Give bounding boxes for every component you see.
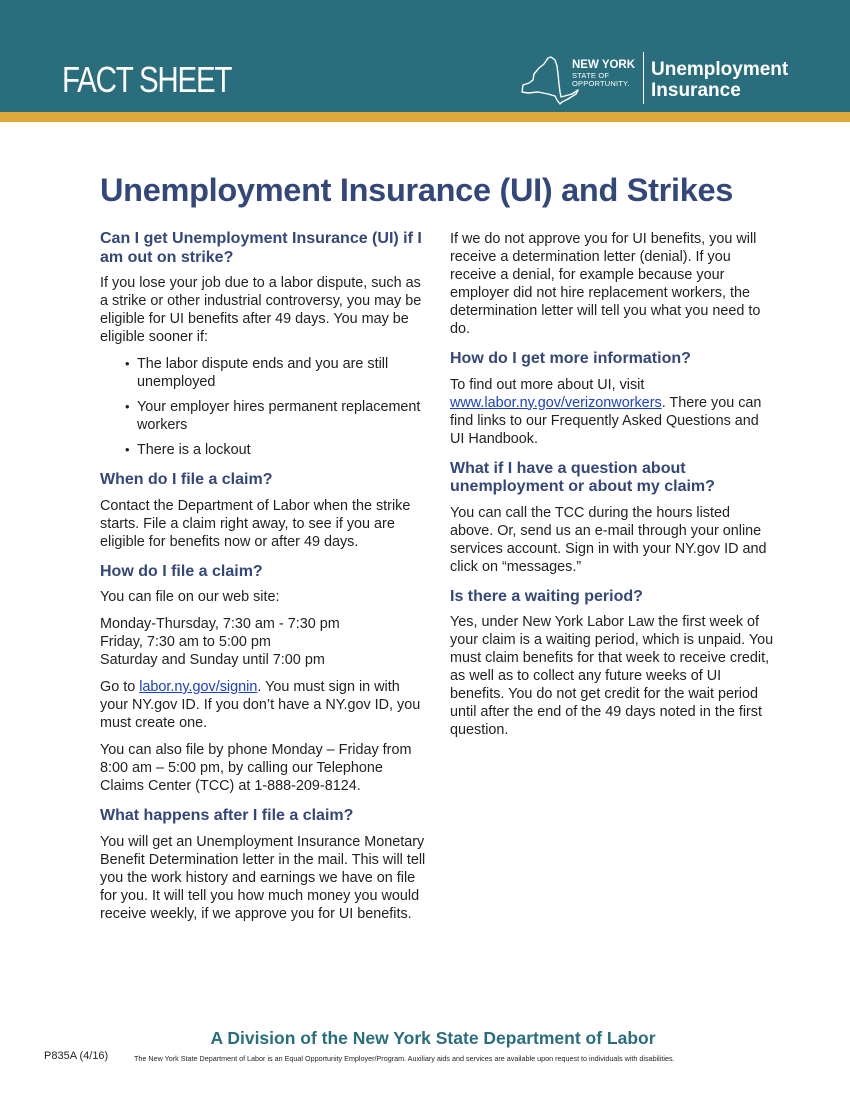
equal-opportunity-notice: The New York State Department of Labor is an Equal Opportunity Employer/Program. Auxiliary aids and services are available upon request to individuals with disabilities.: [134, 1054, 675, 1063]
section-how-to-file: [100, 563, 430, 796]
footer-division-line: A Division of the New York State Department of Labor: [210, 1028, 656, 1048]
program-name-line-1: Unemployment: [651, 59, 789, 80]
program-name-line-2: Insurance: [651, 80, 741, 101]
hours-line: Monday-Thursday, 7:30 am - 7:30 pm: [100, 616, 340, 632]
section-after-filing: [100, 807, 430, 923]
section-body: You can call the TCC during the hours listed above. Or, send us an e-mail through your online services account. Sign in with your NY.gov ID and click on “messages.”: [450, 504, 767, 575]
eligibility-list: [100, 355, 430, 459]
hours-line: Friday, 7:30 am to 5:00 pm: [100, 634, 271, 650]
section-body: You can file on our web site:: [100, 589, 280, 605]
right-column: [450, 230, 776, 751]
text-fragment: Go to: [100, 679, 140, 695]
section-heading: What happens after I file a claim?: [100, 807, 354, 824]
state-name: NEW YORK: [572, 59, 636, 71]
verizon-workers-link[interactable]: www.labor.ny.gov/verizonworkers: [450, 394, 662, 411]
section-denial: [450, 230, 776, 338]
section-body: If we do not approve you for UI benefits, you will receive a determination letter (denial). If you receive a denial, for example because your employer did not hire replacement workers, the determination letter will tell you what you need to do.: [450, 231, 761, 337]
list-item: • The labor dispute ends and you are still unemployed: [137, 355, 430, 391]
list-item: • Your employer hires permanent replacement workers: [137, 398, 430, 434]
page-title: Unemployment Insurance (UI) and Strikes: [100, 172, 734, 208]
section-body: You will get an Unemployment Insurance Monetary Benefit Determination letter in the mail. This will tell you the work history and earnings we have on file for you. It will tell you how much money you would receive weekly, if we approve you for UI benefits.: [100, 833, 426, 922]
section-more-information: [450, 350, 776, 448]
text-fragment: To find out more about UI, visit: [450, 376, 645, 393]
list-item: • There is a lockout: [137, 441, 430, 459]
section-heading: How do I get more information?: [450, 350, 691, 367]
signin-instructions: [100, 678, 430, 732]
section-waiting-period: [450, 588, 776, 740]
form-code: P835A (4/16): [44, 1050, 109, 1062]
section-strike-eligibility: [100, 230, 430, 459]
text-fragment: . You must sign in with your NY.gov ID. If you don’t have a NY.gov ID, you must create one.: [100, 679, 421, 731]
section-heading: How do I file a claim?: [100, 562, 263, 580]
phone-filing-info: You can also file by phone Monday – Friday from 8:00 am – 5:00 pm, by calling our Telephone Claims Center (TCC) at 1-888-209-8124.: [100, 742, 412, 794]
state-tagline: [572, 72, 630, 88]
section-heading: What if I have a question about unemployment or about my claim?: [450, 459, 715, 495]
section-body: Contact the Department of Labor when the strike starts. File a claim right away, to see if you are eligible for benefits now or after 49 days.: [100, 497, 411, 550]
section-body: Yes, under New York Labor Law the first week of your claim is a waiting period, which is unpaid. You must claim benefits for that week to receive credit, as well as to collect any future weeks of UI benefits. You do not get credit for the wait period until after the end of the 49 days noted in the first question.: [450, 614, 774, 738]
section-body: [450, 376, 776, 448]
program-name: [651, 59, 788, 101]
left-column: [100, 230, 430, 935]
logo-divider: [643, 52, 644, 104]
section-when-to-file: [100, 471, 430, 551]
section-heading: When do I file a claim?: [100, 471, 273, 488]
fact-sheet-label: FACT SHEET: [62, 59, 232, 100]
filing-hours: [100, 615, 430, 669]
section-body: If you lose your job due to a labor dispute, such as a strike or other industrial controversy, you may be eligible for UI benefits after 49 days. You may be eligible sooner if:: [100, 275, 422, 345]
text-fragment: . There you can find links to our Frequently Asked Questions and UI Handbook.: [450, 394, 762, 447]
state-tagline-line-2: OPPORTUNITY.: [572, 79, 630, 88]
section-questions: [450, 460, 776, 576]
section-heading: Is there a waiting period?: [450, 587, 643, 605]
state-tagline-line-1: STATE OF: [572, 71, 610, 80]
section-heading: Can I get Unemployment Insurance (UI) if I am out on strike?: [100, 230, 422, 266]
hours-line: Saturday and Sunday until 7:00 pm: [100, 652, 325, 668]
new-york-state-logo: [520, 52, 638, 106]
header-accent-stripe: [0, 112, 850, 122]
signin-link[interactable]: labor.ny.gov/signin: [139, 679, 258, 695]
